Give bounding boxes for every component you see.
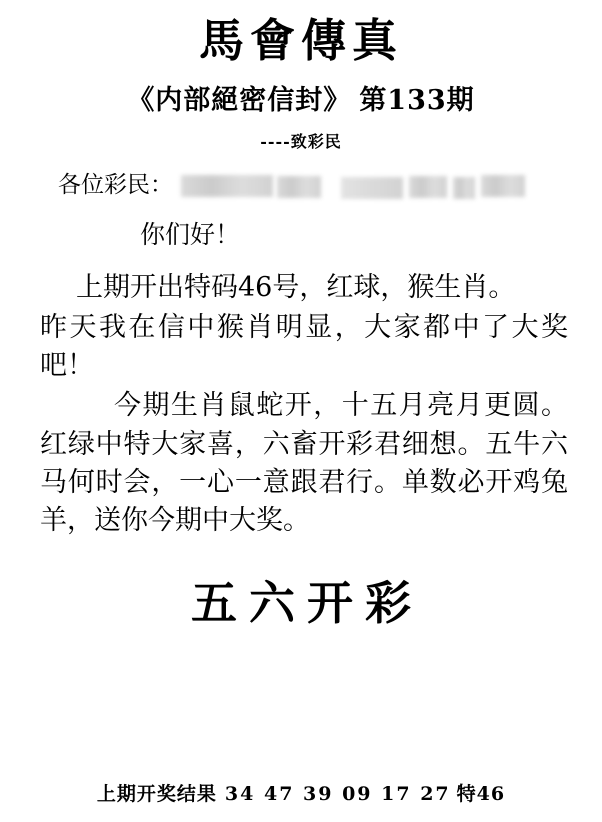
page-title: 馬會傳真 (198, 14, 403, 67)
blur-block (277, 176, 321, 198)
body-text (0, 269, 602, 541)
salutation-row (0, 166, 602, 199)
blur-block (409, 176, 447, 198)
blur-block (181, 175, 273, 197)
subtitle-bracketed-text: 《内部絕密信封》 (127, 84, 352, 116)
paragraph-3: 今期生肖鼠蛇开，十五月亮月更圆。红绿中特大家喜，六畜开彩君细想。五牛六马何时会，一心一意跟君行。单数必开鸡兔羊，送你今期中大奖。 (40, 390, 568, 537)
blur-block (453, 177, 475, 199)
document-subtitle (0, 78, 602, 117)
results-label: 上期开奖结果 (96, 783, 217, 805)
previous-draw-results (0, 779, 602, 806)
highlight-prediction-line: 五六开彩 (191, 575, 423, 630)
issue-number-label: 第133期 (359, 84, 475, 116)
paragraph-2: 昨天我在信中猴肖明显，大家都中了大奖吧！ (40, 311, 568, 382)
dedication-line: ----致彩民 (260, 131, 342, 151)
salutation-text: 各位彩民： (58, 171, 173, 198)
greeting-text: 你们好！ (140, 219, 241, 249)
redacted-blurred-text (181, 173, 550, 199)
paragraph-1: 上期开出特码46号，红球，猴生肖。 (76, 271, 516, 303)
lottery-tip-document (0, 16, 602, 822)
results-numbers: 34 47 39 09 17 27 (224, 783, 451, 805)
results-special-number: 特46 (456, 783, 506, 805)
blur-block (481, 175, 525, 197)
blur-block (341, 177, 403, 199)
